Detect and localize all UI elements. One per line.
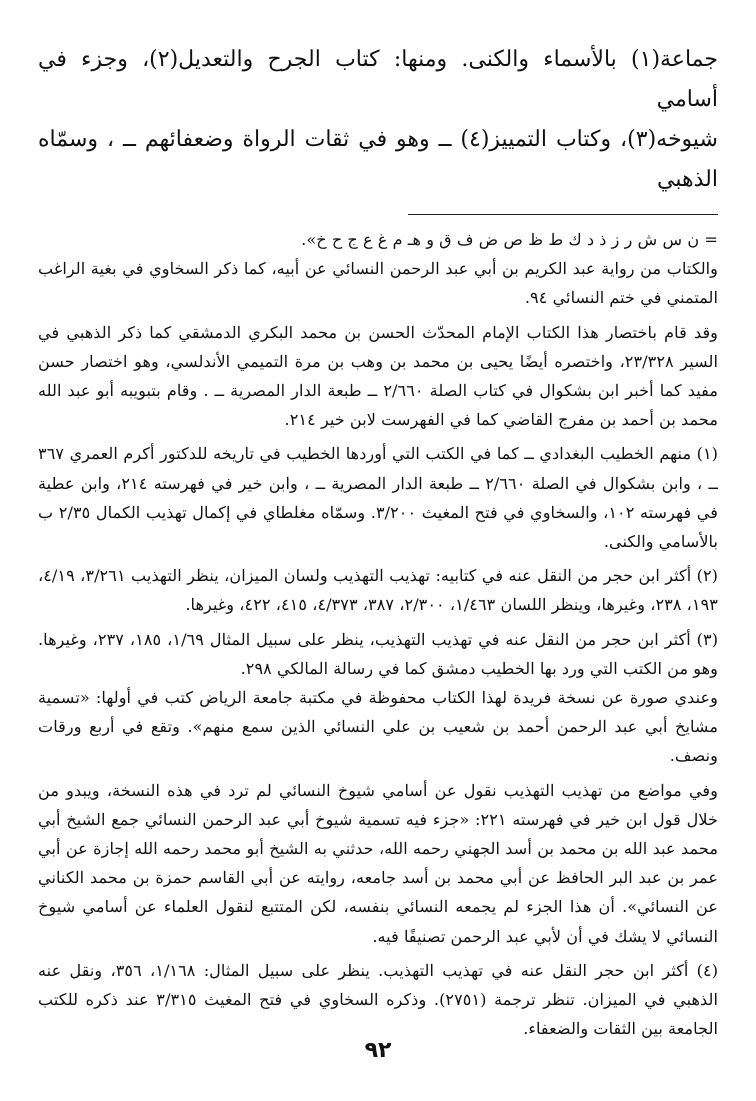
footnote-continuation-1: = ن س ش ر ز ذ د ك ط ظ ص ض ف ق و هـ م غ ع ج ح خ». xyxy=(301,230,718,249)
footnote-3: (٣) أكثر ابن حجر من النقل عنه في تهذيب التهذيب، ينظر على سبيل المثال ١/٦٩، ١٨٥، ٢٣٧، وغيرها. وهو من الكتب التي ورد بها الخطيب دمشق كما في رسالة المالكي ٢٩٨. xyxy=(38,629,719,678)
page-number: ٩٢ xyxy=(364,1038,392,1063)
footnotes xyxy=(38,225,718,1043)
main-text xyxy=(38,40,718,200)
footnote-continuation-3: وقد قام باختصار هذا الكتاب الإمام المحدّث الحسن بن محمد البكري الدمشقي كما ذكر الذهبي في السير ٢٣/٣٢٨، واختصره أيضًا يحيى بن محمد بن وهب بن مرة التميمي الأندلسي، وهو اختصار حسن مفيد كما أخبر ابن بشكوال في كتاب الصلة ٢/٦٦٠ ــ طبعة الدار المصرية ــ . وقام بتبويبه أبو عبد الله محمد بن أحمد بن مفرج القاضي كما في الفهرست لابن خير ٢١٤. xyxy=(38,322,718,430)
footnote-4: (٤) أكثر ابن حجر النقل عنه في تهذيب التهذيب. ينظر على سبيل المثال: ١/١٦٨، ٣٥٦، ونقل عنه الذهبي في الميزان. تنظر ترجمة (٢٧٥١). وذكره السخاوي في فتح المغيث ٣/٣١٥ عند ذكره للكتب الجامعة بين الثقات والضعفاء. xyxy=(38,960,719,1039)
page-body xyxy=(38,40,718,1048)
footnote-1: (١) منهم الخطيب البغدادي ــ كما في الكتب التي أوردها الخطيب في تاريخه للدكتور أكرم العمري ٣٦٧ ــ ، وابن بشكوال في الصلة ٢/٦٦٠ ــ طبعة الدار المصرية ــ ، وابن خير في فهرسته ٢١٤، وابن عطية في فهرسته ١٠٢، والسخاوي في فتح المغيث ٣/٢٠٠. وسمّاه مغلطاي في إكمال تهذيب الكمال ٢/٣٥ ب بالأسامي والكنى. xyxy=(38,444,719,552)
footnote-3-paragraph-2: وعندي صورة عن نسخة فريدة لهذا الكتاب محفوظة في مكتبة جامعة الرياض كتب في أولها: «تسمية مشايخ أبي عبد الرحمن أحمد بن شعيب بن علي النسائي الذين سمع منهم». وتقع في أربع ورقات ونصف. xyxy=(38,688,718,766)
main-text-line-1: جماعة(١) بالأسماء والكنى. ومنها: كتاب الجرح والتعديل(٢)، وجزء في أسامي xyxy=(38,47,718,112)
footnote-3-paragraph-3: وفي مواضع من تهذيب التهذيب نقول عن أسامي شيوخ النسائي لم ترد في هذه النسخة، ويبدو من خلال قول ابن خير في فهرسته ٢٢١: «جزء فيه تسمية شيوخ أبي عبد الرحمن النسائي جمع الشيخ أبي محمد عبد الله بن محمد بن أسد الجهني رحمه الله، حدثني به الشيخ أبو محمد رحمه الله إجازة عن أبي عمر بن عبد البر الحافظ عن أبي محمد بن أسد جامعه، روايته عن أبي القاسم حمزة بن محمد الكناني عن النسائي». أن هذا الجزء لم يجمعه النسائي بنفسه، لكن المتتبع لنقول العلماء عن أسامي شيوخ النسائي لا يشك في أن لأبي عبد الرحمن تصنيفًا فيه. xyxy=(38,780,718,946)
footnote-2: (٢) أكثر ابن حجر من النقل عنه في كتابيه: تهذيب التهذيب ولسان الميزان، ينظر التهذيب ٣/٢٦١، ٤/١٩، ١٩٣، ٢٣٨، وغيرها، وينظر اللسان ١/٤٦٣، ٢/٣٠٠، ٣٨٧، ٤/٣٧٣، ٤١٥، ٤٢٢، وغيرها. xyxy=(38,566,718,615)
footnote-separator xyxy=(408,214,718,215)
main-text-line-2: شيوخه(٣)، وكتاب التمييز(٤) ــ وهو في ثقات الرواة وضعفائهم ــ ، وسمّاه الذهبي xyxy=(38,127,718,192)
footnote-continuation-2: والكتاب من رواية عبد الكريم بن أبي عبد الرحمن النسائي عن أبيه، كما ذكر السخاوي في بغية الراغب المتمني في ختم النسائي ٩٤. xyxy=(38,259,718,308)
